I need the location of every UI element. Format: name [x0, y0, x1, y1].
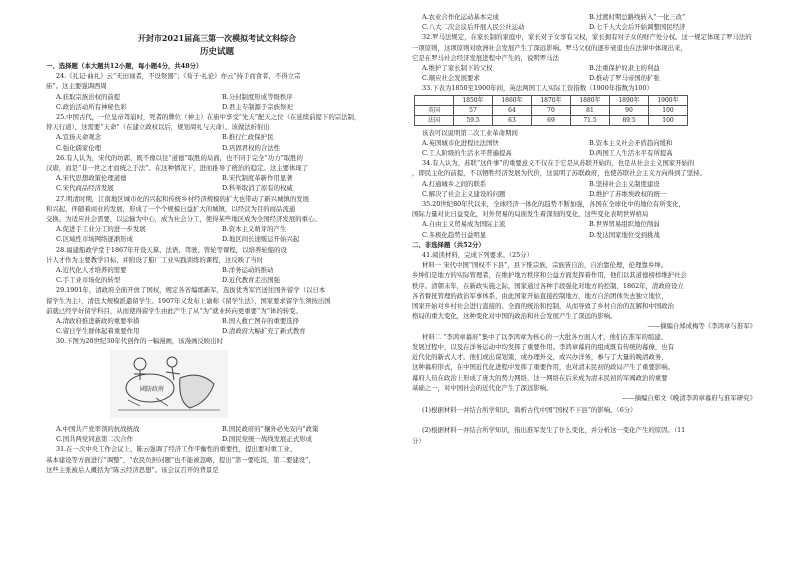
option-b: B.国人救亡图存的重要选择 [222, 317, 300, 326]
option-d: D.清政府大幅扩充了新式教育 [222, 327, 306, 336]
table-cell: 57 [454, 105, 493, 115]
option-d: D.地区间长途贩运开始兴起 [222, 235, 300, 244]
question-stem: 30.下图为20世纪30年代创作的一幅漫画，该漫画反映出时 [56, 337, 224, 346]
material-source: ——摘编自郑文《晚清李鸿章幕府与淮军研究》 [621, 393, 756, 402]
option-d: D.巩固君权的合法性 [222, 143, 281, 152]
option-c: C.多极化趋势日益明显 [422, 230, 487, 239]
option-b: B.坚持社会主义制度建设 [589, 179, 660, 188]
table-cell: 法国 [415, 115, 454, 125]
cartoon-label: 國防政府 [140, 385, 165, 393]
question-stem: 该表可以说明第二次工业革命期间 [422, 128, 518, 137]
option-c: C.区域性市场网络逐渐形成 [56, 235, 133, 244]
option-a: A.近代化人才培养的需要 [56, 266, 127, 275]
question-24 [46, 71, 388, 112]
exam-title: 开封市2021届高三第一次模拟考试文科综合 [137, 33, 297, 43]
question-stem: 28.福建船政学堂于1867年开设天算、法语、驾驶、管轮等课程，以培养轮船的设 [56, 245, 287, 254]
option-d: D.君主专制源于宗族祭祀 [222, 102, 293, 111]
material-text: 基础之一，对中国社会的近代化产生了深远影响。 [412, 383, 553, 392]
option-b: B.资本主义萌芽的产生 [222, 225, 287, 234]
question-stem: 和兴起，伴随着商业的发展，形成了一个个规模日益扩大的城镇，以经营为目的商品流通 [46, 204, 296, 213]
table-cell: 69 [532, 115, 571, 125]
option-b: B.洋务运动的推动 [222, 266, 274, 275]
table-header-cell: 1850年 [454, 95, 493, 105]
question-31 [46, 444, 388, 475]
option-b: B.世界贸易组织地位削弱 [589, 220, 660, 229]
question-stem: ，即民主化的前提，不以牺牲经济发展为代价，这说明了苏联政府，也使苏联社会主义方向得到了坚持。 [412, 169, 706, 178]
option-a: A.英国城市化进程比法国快 [422, 138, 499, 147]
question-stem: 25.中国古代，一位皇帝驾崩时，死者的牌位（神主）在庙中享受“先天”配天之位（在延续前提下的宗法制， [56, 113, 361, 122]
right-column [412, 12, 756, 446]
option-b: B.注重保护奴隶主的利益 [589, 64, 660, 73]
option-b: B.推行仁政保护民 [222, 133, 274, 142]
sub-question: (1)根据材料一并结合所学知识，简析古代中国“国权不下县”的影响。（6分） [422, 406, 637, 415]
option-b: B.分封制度形成等级秩序 [222, 92, 293, 101]
question-stem: 29.1901年，清政府全面开放了国权，规定各省编练新军，选拔优秀军官送往国外留学（以日本 [56, 286, 326, 295]
option-c: C.留日学生群体起着重要作用 [56, 327, 140, 336]
option-a: A.自由主义贸易成为国际主流 [422, 220, 506, 229]
option-a: A.促进手工业分工的进一步发展 [56, 225, 146, 234]
question-28 [46, 245, 388, 286]
option-b: B.国民政府的“攘外必先安内”政策 [222, 424, 319, 433]
question-stem: 庙”。这主要强调西周 [46, 82, 107, 91]
option-d: D.维护了苏维埃政权的统一 [589, 189, 667, 198]
table-cell: 90 [610, 105, 649, 115]
question-35 [412, 199, 756, 240]
option-d: D.近代教育走出国强 [222, 276, 281, 285]
option-c: C.八大二次会议后开展人民公社运动 [422, 23, 525, 32]
question-31-options [412, 12, 756, 22]
option-a: A.中国共产党率领的抗战统战 [56, 424, 140, 433]
option-d: D.七千人大会后开始调整国民经济 [589, 23, 686, 32]
table-cell: 100 [649, 115, 688, 125]
table-header-cell: 1860年 [493, 95, 532, 105]
option-c: C.工人阶级的生活水平普遍提高 [422, 149, 512, 158]
option-c: C.手工业市场化的转型 [56, 276, 121, 285]
question-stem: 27.明清时期，江南地区城市化的兴起和传统乡村经济规模的扩大也带动了新兴城镇的发展 [56, 194, 310, 203]
table-cell: 89.5 [610, 115, 649, 125]
question-stem: 留学生为主），清廷大规模派遣留学生。1907年又发布上谕称《留学生法》，国家要求留学生须按出国 [46, 296, 331, 305]
question-stem: 41.阅读材料，完成下列要求。（25分） [422, 251, 533, 260]
question-stem: 国际力量对比日益变化，对外贸易的局面发生着深刻的变化，这些变化表明世界格局 [412, 210, 649, 219]
table-header-row [415, 95, 688, 105]
question-stem: 交换。为适应社会需要，以运输为中心，成为社会分工，使得某些地区成为全国经济发展的重心。 [46, 215, 321, 224]
question-stem: 24.《礼记·曲礼》云“无田禄者，不设祭器”；《荀子·礼论》亦云“持手而食者，不得立宗 [56, 72, 301, 81]
option-d: D.推动了罗马帝国的扩张 [589, 74, 660, 83]
option-d: D.科举取消了原有的权威 [222, 184, 293, 193]
subject-title: 历史试题 [199, 47, 234, 57]
option-b: B.资本主义社会矛盾趋向缓和 [589, 138, 673, 147]
section1-title: 一、选择题（本大题共12小题，每小题4分，共48分） [46, 62, 203, 70]
material-text: 各省督抚管理的政治军事体系，由此国家开始直接控制地方，地方自治团体失去独立地位， [412, 291, 668, 300]
table-header-cell: 1890年 [610, 95, 649, 105]
question-stem: 26.有人认为，宋代的坊郭，既不像以往“道德”取胜的局面，也不同于完全“功力”取胜的 [56, 153, 303, 162]
option-b: B.过渡时期总路线转入“一化三改” [589, 13, 686, 21]
table-cell: 81 [571, 105, 610, 115]
question-25 [46, 112, 388, 153]
table-header-cell: 1880年 [571, 95, 610, 105]
question-41 [412, 250, 756, 446]
question-stem: 它是在罗马社会经济发展进程中产生的，说明罗马法 [412, 53, 559, 62]
political-cartoon-image [110, 350, 228, 418]
option-a: A.农业合作化运动基本完成 [422, 13, 499, 21]
question-26 [46, 153, 388, 194]
option-c: C.国共两党同意第二次合作 [56, 435, 133, 444]
option-c: C.强化儒家伦理 [56, 143, 102, 152]
question-stem: 汉唐，而是“非一世之才而统之于法”。在这种情况下，进而推导了统治的稳定。这主要体现了 [46, 164, 309, 173]
question-stem: 这些主张被后人概括为“陈云经济思想”。该会议召开的背景是 [46, 465, 219, 474]
material-text: 材料一 宋代中国“国权不下县”，县下惟宗族，宗族皆自治，自治靠伦理，伦理靠乡绅。 [422, 261, 668, 270]
table-header-cell [415, 95, 454, 105]
material-text: 乡绅们是地方的实际管理者，在维护地方秩序和公益方面发挥着作用，他们以其道德榜样维护社会 [412, 271, 687, 280]
question-stem: 32.罗马法规定，在家长制的家庭中，家长对子女享有父权，家长拥有对子女的财产处分权。这一规定体现了罗马法的 [422, 33, 752, 42]
option-a: A.清政府推进新政的重要举措 [56, 317, 140, 326]
question-stem: 31.在一次中央工作会议上，陈云强调了经济工作平衡性的重要性，提出要对重工业、 [56, 445, 297, 454]
question-stem: 替天行道），这需要“天命”（在建立政权以后，规划周礼与天命），该做法折射出 [46, 123, 270, 132]
material-text: 秩序。清朝末年，在新政实施之际，国家通过各种手段强化对地方的控制，1862年，清政府设立 [412, 281, 684, 290]
question-stem: 基本建设等方面进行“调整”，“农民负担问题”也不能被忽略，提出“第一要吃饭，第二要建设”， [46, 455, 315, 464]
question-27 [46, 194, 388, 245]
table-row [415, 105, 688, 115]
section2-title: 二、非选择题（共52分） [412, 240, 485, 249]
table-cell: 英国 [415, 105, 454, 115]
option-b: B.宋代制度革新作用显著 [222, 174, 293, 183]
table-cell: 100 [649, 105, 688, 115]
sub-question: 分） [412, 436, 425, 445]
material-text: 近代化的新式人才。他们或出谋划策，或办理外交，或兴办洋务，参与了大量的晚清政务， [412, 353, 668, 362]
table-cell: 59.5 [454, 115, 493, 125]
option-c: C.顺应社会发展要求 [422, 74, 480, 83]
option-a: A.宋代思想政策伦理道德 [56, 174, 127, 183]
material-text: 发展过程中，以及在洋务运动中均发挥了重要作用。李鸿章幕府的组成既有传统的幕僚，也有 [412, 342, 675, 351]
option-d: D.两国工人生活水平有所提高 [589, 149, 673, 158]
material-source: ——摘编自郑成梅等《李鸿章与淮军》 [647, 322, 756, 331]
material-text: 幕府人员在政治上形成了庞大的势力网络，这一网络在后来成为清末民初的军阀政治的重要 [412, 373, 668, 382]
table-cell: 70 [532, 105, 571, 115]
question-stem: 35.20世纪80年代以来，全球经济一体化的趋势不断加强，各国在全球化中的地位有所变化， [422, 200, 685, 209]
question-stem: 34.有人认为，苏联“这件事”的重要意义不仅在于它是从苏联开始的，也是从社会主义国家开始的 [422, 159, 695, 168]
option-a: A.维护了家长制下的父权 [422, 64, 493, 73]
wage-index-table [414, 95, 688, 126]
option-c: C.宋代商品经济发展 [56, 184, 114, 193]
question-stem: 前就已经学好留学科目，从而使得留学生由此产生了从“为”就业转向更重要“为”体的转变。 [46, 306, 302, 315]
table-row [415, 115, 688, 125]
material-text: 国家开始对乡村社会进行直接的、全面的统治和控制，从而导致了乡村自治的瓦解和中国政治 [412, 302, 675, 311]
sub-question: (2)根据材料一并结合所学知识，指出淮军发生了什么变化，并分析这一变化产生的原因。（11 [422, 426, 686, 435]
table-header-cell: 1900年 [649, 95, 688, 105]
option-a: A.获取宗族治权的前提 [56, 92, 121, 101]
option-c: C.政治活动所有神秘色彩 [56, 102, 127, 111]
table-header-cell: 1870年 [532, 95, 571, 105]
question-stem: 33.下表为1850至1900年间，英法两国工人实际工资指数（1900年指数为100） [422, 84, 653, 93]
option-d: D.国民党统一战线发展正式形成 [222, 435, 313, 444]
option-c: C.解决了社会主义建设的问题 [422, 189, 506, 198]
question-32 [412, 32, 756, 83]
table-cell: 64 [493, 105, 532, 115]
question-30 [46, 336, 388, 444]
material-text: 这种幕府形式，在中国近代化进程中发挥了重要作用，也对清末民初的政局产生了重要影响。 [412, 363, 675, 372]
table-cell: 63 [493, 115, 532, 125]
option-a: A.宣扬天命观念 [56, 133, 101, 142]
option-d: D.发达国家地位受到挑战 [589, 230, 660, 239]
question-stem: 计人才作为主要教学目标，并附设了船厂工业实践训练的课程，这反映了当时 [46, 255, 264, 264]
option-a: A.打通城乡之间的联系 [422, 179, 487, 188]
material-text: 格局的重大变化，这种变化对中国的政治和社会发展产生了深远的影响。 [412, 312, 617, 321]
table-cell: 71.5 [571, 115, 610, 125]
material-text: 材料二 “李鸿章幕府”集中了以李鸿章为核心的一大批各方面人才，他们在淮军的组建、 [422, 332, 668, 341]
question-33 [412, 83, 756, 158]
question-stem: 一项原则，这项原则对欧洲社会发展产生了深远影响。罗马父权的逐步衰退也在法律中体现出来， [412, 43, 687, 52]
question-34 [412, 158, 756, 199]
left-column [46, 32, 388, 475]
question-29 [46, 285, 388, 336]
